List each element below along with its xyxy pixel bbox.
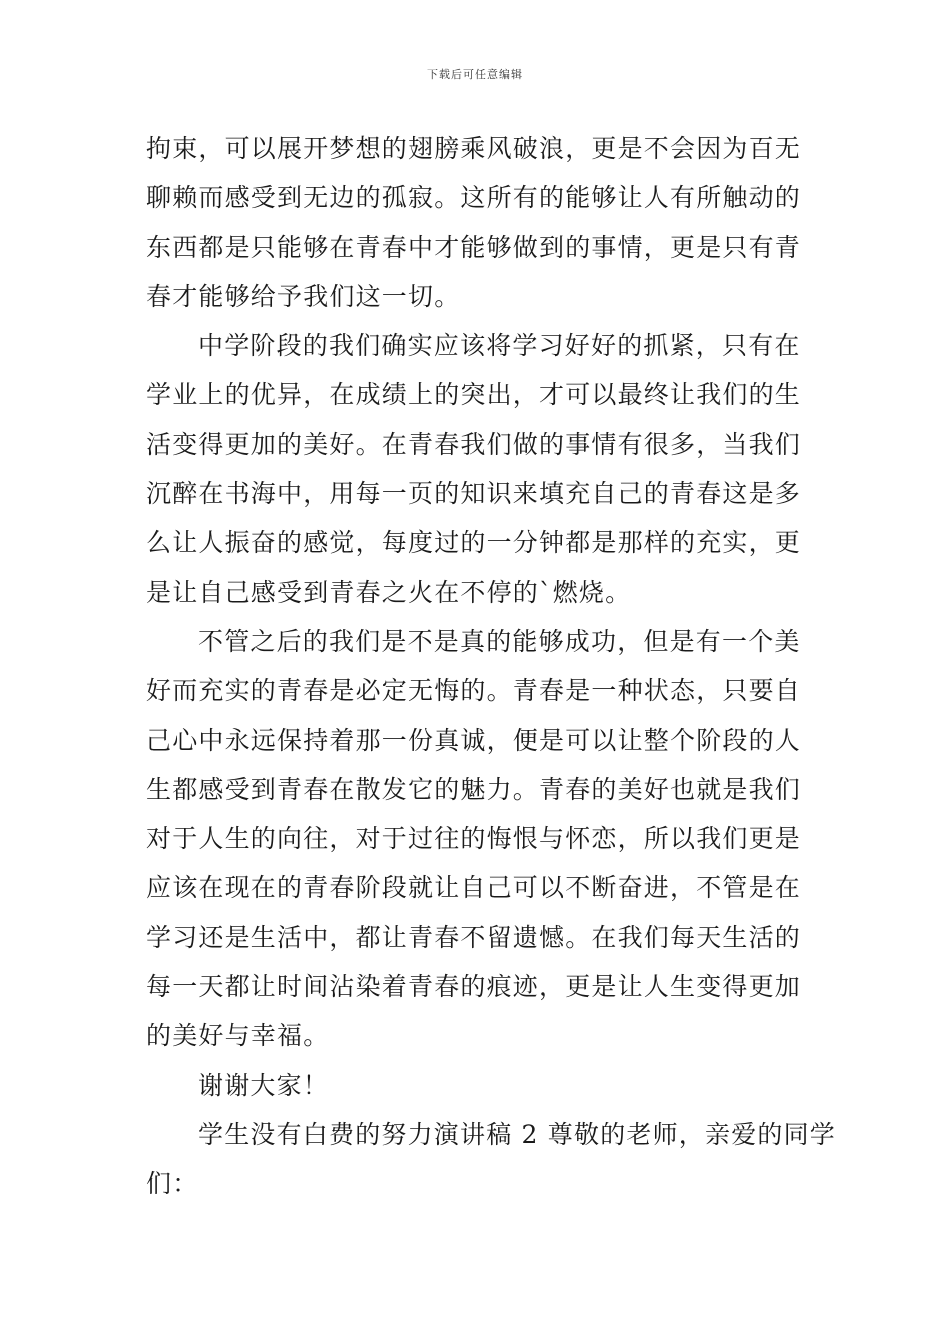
- text-line: 活变得更加的美好。在青春我们做的事情有很多，当我们: [146, 429, 802, 459]
- text-line: 每一天都让时间沾染着青春的痕迹，更是让人生变得更加: [146, 972, 802, 1002]
- text-line: 谢谢大家！: [198, 1070, 330, 1100]
- text-line: 学习还是生活中，都让青春不留遗憾。在我们每天生活的: [146, 922, 802, 952]
- text-line: 拘束，可以展开梦想的翅膀乘风破浪，更是不会因为百无: [146, 134, 802, 163]
- text-line: 的美好与幸福。: [146, 1021, 330, 1051]
- text-line: 中学阶段的我们确实应该将学习好好的抓紧，只有在: [198, 331, 801, 361]
- text-line: 东西都是只能够在青春中才能够做到的事情，更是只有青: [146, 232, 802, 262]
- text-line: 沉醉在书海中，用每一页的知识来填充自己的青春这是多: [146, 479, 802, 509]
- text-line: 们：: [146, 1169, 199, 1199]
- text-line: 学业上的优异，在成绩上的突出，才可以最终让我们的生: [146, 380, 802, 410]
- text-line: 生都感受到青春在散发它的魅力。青春的美好也就是我们: [146, 774, 802, 804]
- text-line: 春才能够给予我们这一切。: [146, 281, 461, 311]
- text-line: 学生没有白费的努力演讲稿 2 尊敬的老师，亲爱的同学: [198, 1119, 837, 1149]
- page-header: 下载后可任意编辑: [427, 68, 523, 81]
- text-line: 聊赖而感受到无边的孤寂。这所有的能够让人有所触动的: [146, 183, 802, 213]
- text-line: 么让人振奋的感觉，每度过的一分钟都是那样的充实，更: [146, 528, 802, 558]
- text-line: 是让自己感受到青春之火在不停的`燃烧。: [146, 577, 632, 607]
- text-line: 不管之后的我们是不是真的能够成功，但是有一个美: [198, 626, 801, 656]
- document-body: [146, 124, 837, 1209]
- text-line: 好而充实的青春是必定无悔的。青春是一种状态，只要自: [146, 676, 802, 706]
- text-line: 对于人生的向往，对于过往的悔恨与怀恋，所以我们更是: [146, 824, 802, 854]
- text-line: 应该在现在的青春阶段就让自己可以不断奋进，不管是在: [146, 873, 802, 903]
- text-line: 己心中永远保持着那一份真诚，便是可以让整个阶段的人: [146, 725, 802, 755]
